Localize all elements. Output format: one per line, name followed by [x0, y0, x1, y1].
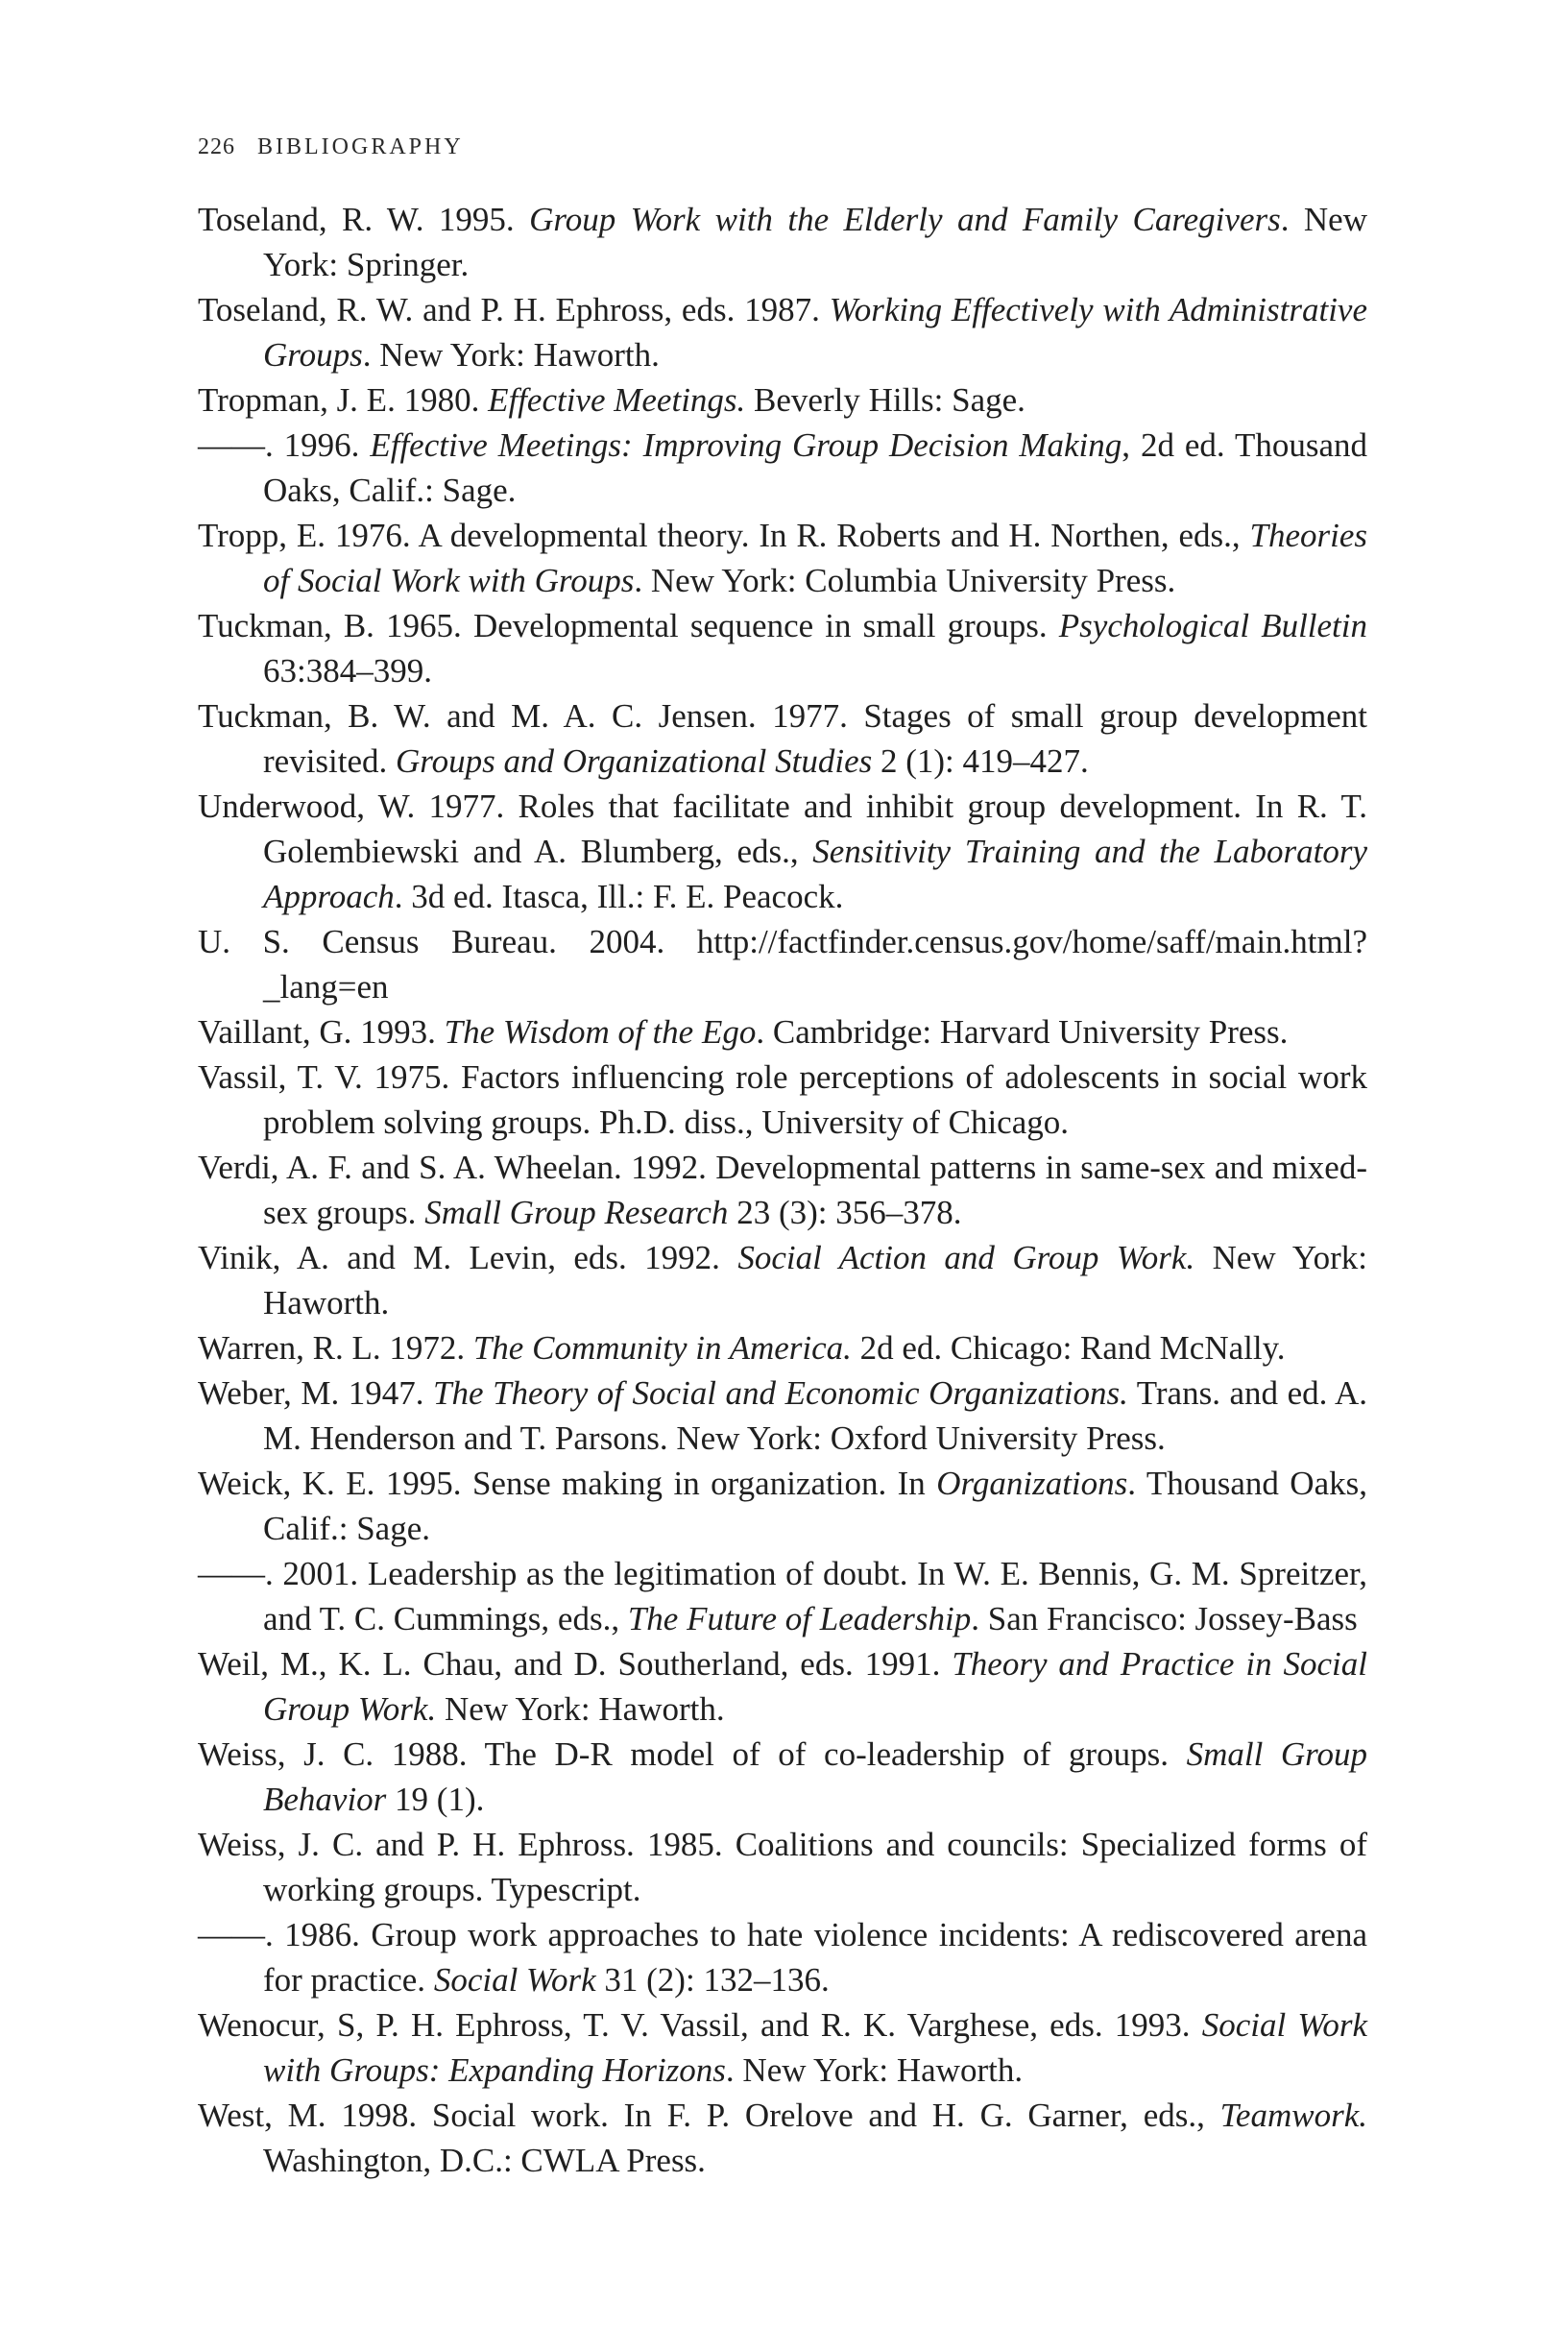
bibliography-entry: Vaillant, G. 1993. The Wisdom of the Ego. Cambridge: Harvard University Press.: [198, 1013, 1289, 1051]
bibliography-entry: Warren, R. L. 1972. The Community in America. 2d ed. Chicago: Rand McNally.: [198, 1329, 1286, 1367]
bibliography-entry: Toseland, R. W. and P. H. Ephross, eds. 1987. Working Effectively with Administrative Groups. New York: Haworth.: [198, 291, 1367, 374]
bibliography-entry: Weiss, J. C. and P. H. Ephross. 1985. Coalitions and councils: Specialized forms of working groups. Typescript.: [198, 1826, 1367, 1908]
bibliography-entry: Weil, M., K. L. Chau, and D. Southerland, eds. 1991. Theory and Practice in Social Group Work. New York: Haworth.: [198, 1645, 1367, 1728]
bibliography-entry: Toseland, R. W. 1995. Group Work with the Elderly and Family Caregivers. New York: Springer.: [198, 201, 1367, 283]
bibliography-entry: Verdi, A. F. and S. A. Wheelan. 1992. Developmental patterns in same-sex and mixed-sex groups. Small Group Research 23 (3): 356–378.: [198, 1149, 1367, 1231]
bibliography-entry: West, M. 1998. Social work. In F. P. Orelove and H. G. Garner, eds., Teamwork. Washington, D.C.: CWLA Press.: [198, 2097, 1367, 2179]
bibliography-entry: Tropman, J. E. 1980. Effective Meetings. Beverly Hills: Sage.: [198, 381, 1025, 419]
running-head: [198, 134, 464, 160]
bibliography-entry: Underwood, W. 1977. Roles that facilitate and inhibit group development. In R. T. Golembiewski and A. Blumberg, eds., Sensitivity Training and the Laboratory Approach. 3d ed. Itasca, Ill.: F. E. Peacock.: [198, 788, 1367, 915]
bibliography-list: [198, 197, 1367, 2183]
bibliography-entry: Weiss, J. C. 1988. The D-R model of of co-leadership of groups. Small Group Behavior 19 (1).: [198, 1735, 1367, 1818]
bibliography-entry: Tuckman, B. W. and M. A. C. Jensen. 1977. Stages of small group development revisited. Groups and Organizational Studies 2 (1): 419–427.: [198, 697, 1367, 780]
bibliography-entry: Vinik, A. and M. Levin, eds. 1992. Social Action and Group Work. New York: Haworth.: [198, 1239, 1367, 1321]
running-head-title: BIBLIOGRAPHY: [257, 134, 464, 159]
bibliography-entry: Tropp, E. 1976. A developmental theory. In R. Roberts and H. Northen, eds., Theories of Social Work with Groups. New York: Columbia University Press.: [198, 517, 1367, 599]
bibliography-entry: Tuckman, B. 1965. Developmental sequence in small groups. Psychological Bulletin 63:384–399.: [198, 607, 1368, 690]
page-number: 226: [198, 134, 235, 159]
bibliography-entry: ——. 1996. Effective Meetings: Improving Group Decision Making, 2d ed. Thousand Oaks, Calif.: Sage.: [198, 426, 1368, 509]
bibliography-entry: ——. 2001. Leadership as the legitimation of doubt. In W. E. Bennis, G. M. Spreitzer, and T. C. Cummings, eds., The Future of Leadership. San Francisco: Jossey-Bass: [198, 1555, 1367, 1637]
bibliography-entry: Weick, K. E. 1995. Sense making in organization. In Organizations. Thousand Oaks, Calif.: Sage.: [198, 1465, 1367, 1547]
bibliography-entry: Wenocur, S, P. H. Ephross, T. V. Vassil, and R. K. Varghese, eds. 1993. Social Work with Groups: Expanding Horizons. New York: Haworth.: [198, 2006, 1367, 2089]
bibliography-entry: Vassil, T. V. 1975. Factors influencing role perceptions of adolescents in social work problem solving groups. Ph.D. diss., University of Chicago.: [198, 1058, 1367, 1141]
bibliography-entry: U. S. Census Bureau. 2004. http://factfinder.census.gov/home/saff/main.html?_lang=en: [198, 923, 1367, 1006]
bibliography-entry: ——. 1986. Group work approaches to hate violence incidents: A rediscovered arena for practice. Social Work 31 (2): 132–136.: [198, 1916, 1367, 1999]
bibliography-entry: Weber, M. 1947. The Theory of Social and Economic Organizations. Trans. and ed. A. M. Henderson and T. Parsons. New York: Oxford University Press.: [198, 1374, 1367, 1457]
